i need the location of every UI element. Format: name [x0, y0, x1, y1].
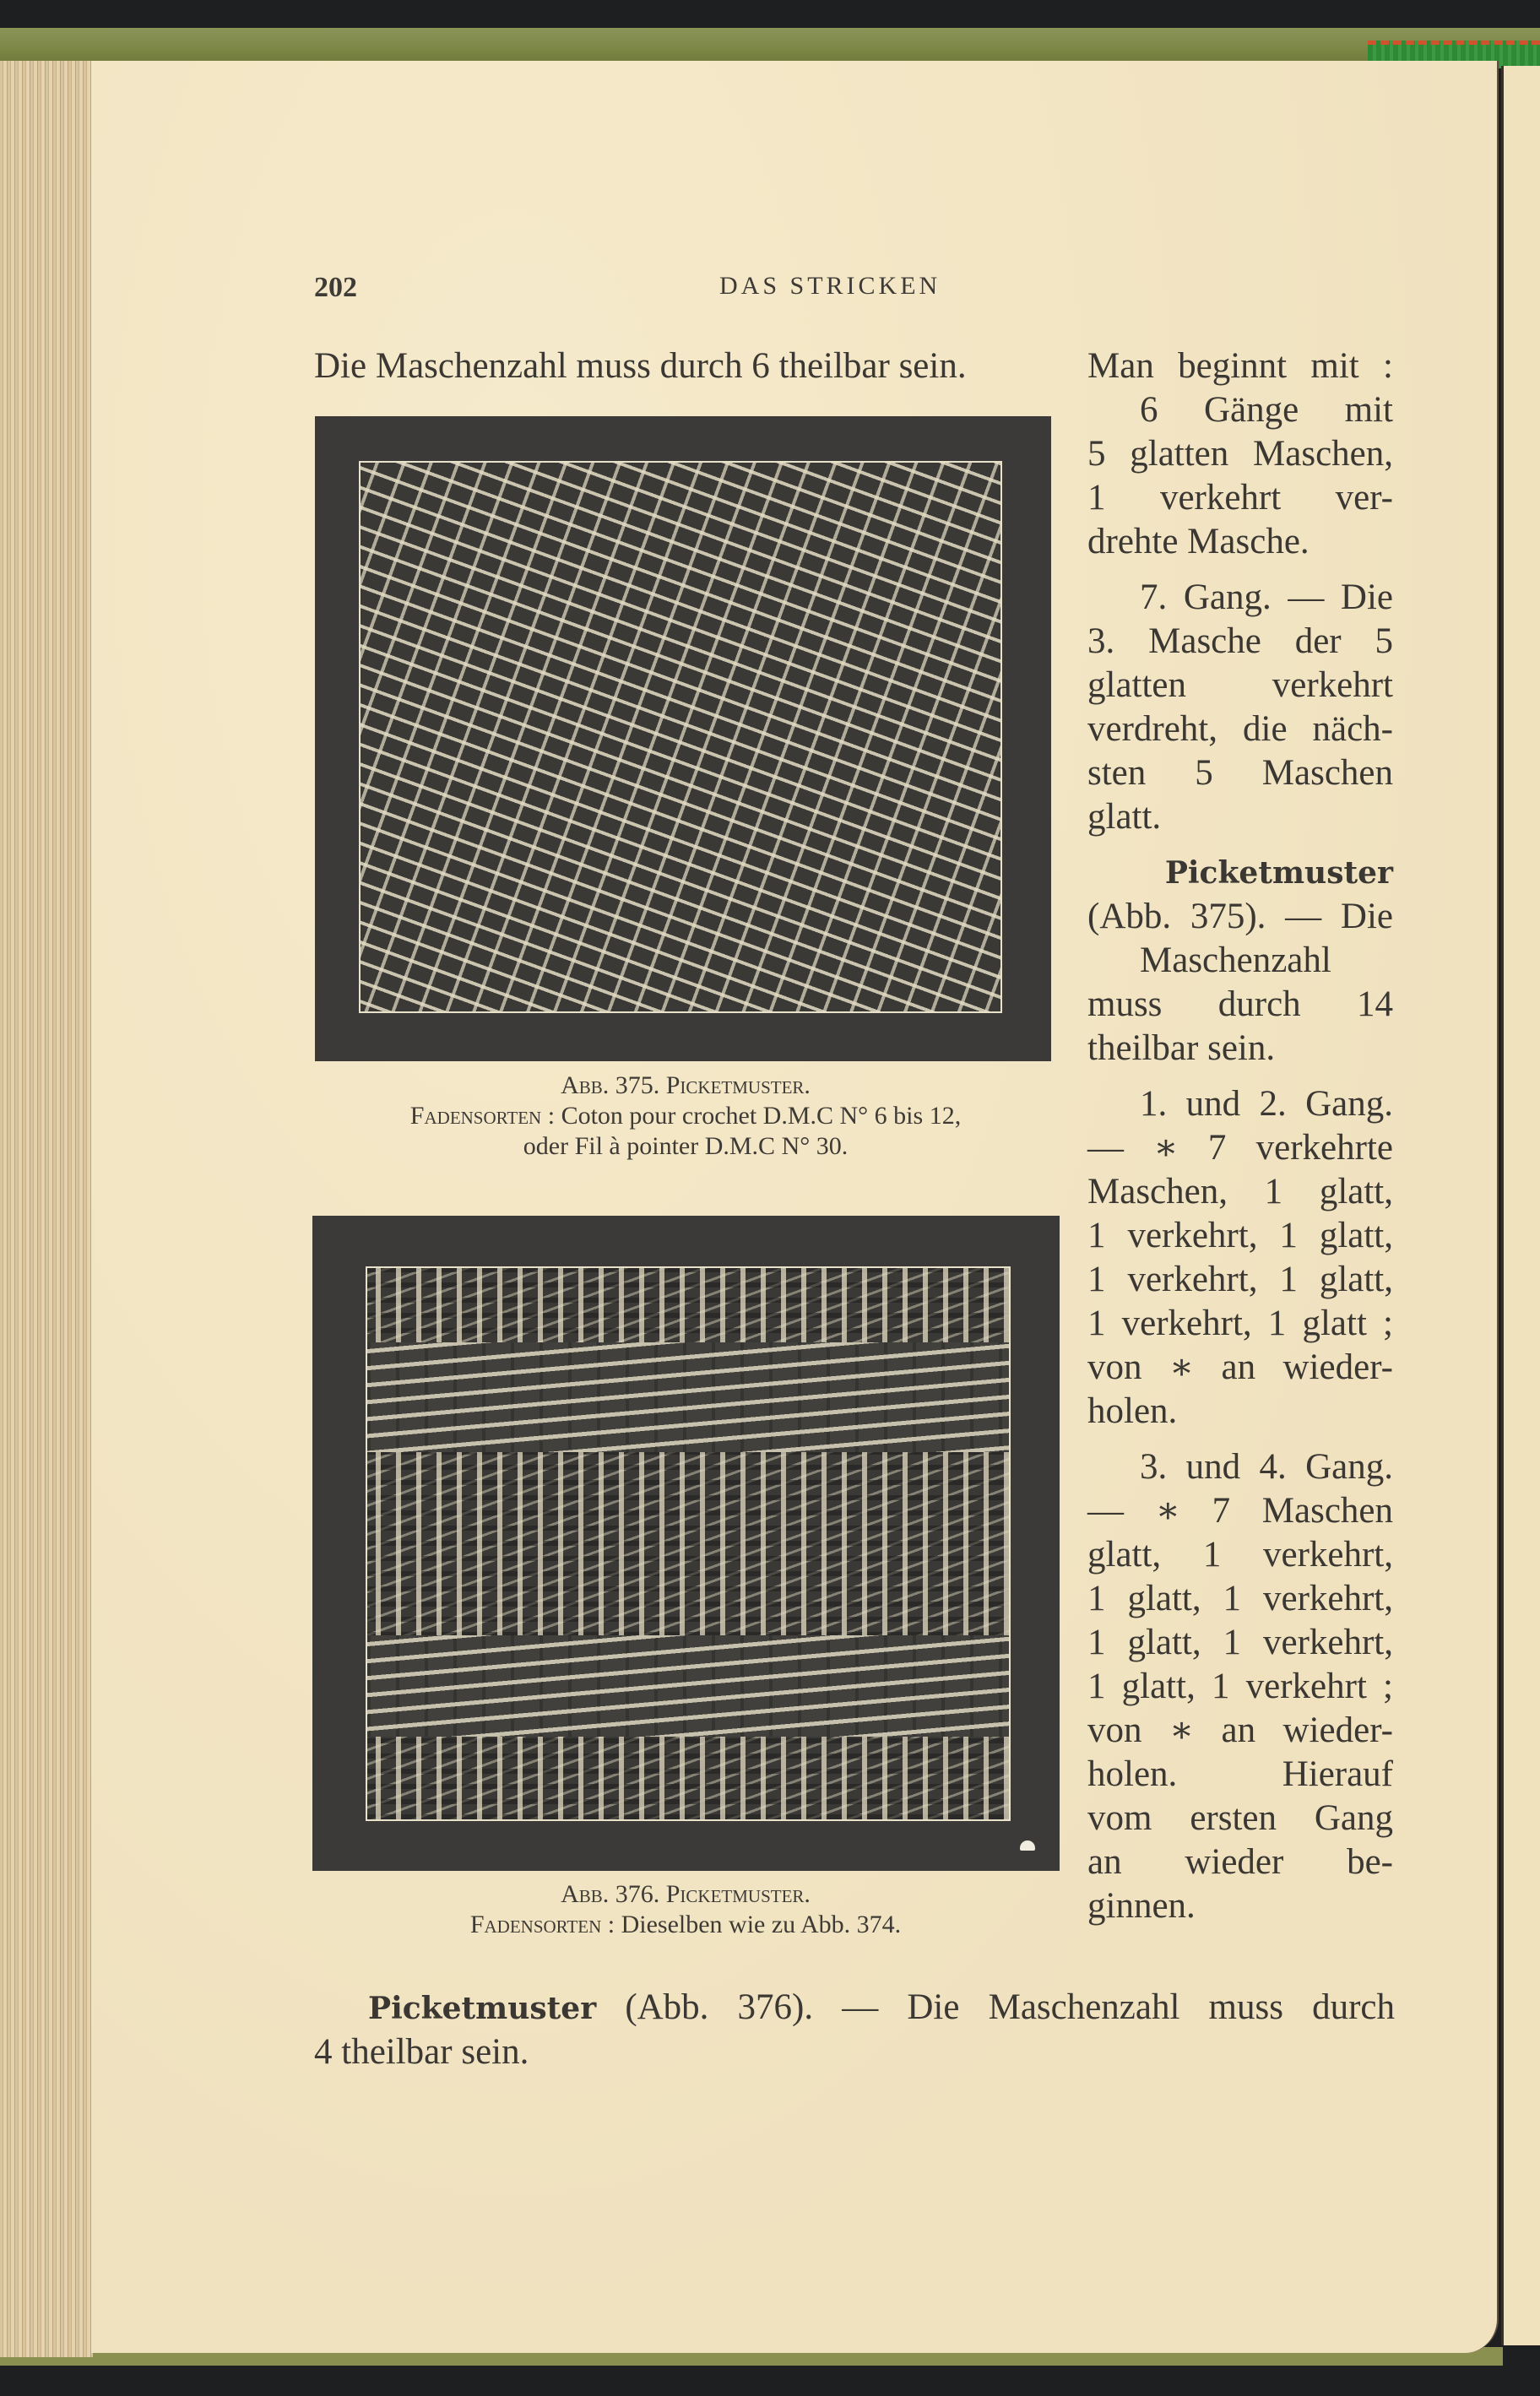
- text-line: sten 5 Maschen: [1087, 753, 1393, 793]
- text-line: drehte Masche.: [1087, 522, 1310, 561]
- print-speck: [1020, 1840, 1035, 1851]
- text-line: 7. Gang. — Die: [1140, 577, 1393, 617]
- text-line: 1 verkehrt, 1 glatt,: [1087, 1260, 1393, 1299]
- figure-375-title: Abb. 375. Picketmuster.: [561, 1071, 811, 1099]
- text-line: glatt.: [1087, 797, 1162, 837]
- section-heading: Picketmuster: [1164, 855, 1393, 891]
- figure-376-text-1: Dieselben wie zu Abb. 374.: [621, 1911, 902, 1938]
- facing-page-edge: [1501, 66, 1540, 2345]
- text-line: 3. und 4. Gang.: [1140, 1447, 1393, 1487]
- text-line: Man beginnt mit :: [1087, 346, 1393, 386]
- text-line: ginnen.: [1087, 1886, 1196, 1926]
- figure-376-plate: [312, 1216, 1060, 1871]
- text-line: vom ersten Gang: [1087, 1798, 1393, 1838]
- text-line: 1 verkehrt ver-: [1087, 478, 1393, 518]
- text-line: 1. und 2. Gang.: [1140, 1084, 1393, 1124]
- text-line: muss durch 14: [1087, 984, 1393, 1024]
- text-line: 1 glatt, 1 verkehrt ;: [1087, 1667, 1393, 1706]
- text-line: glatten verkehrt: [1087, 665, 1393, 705]
- text-line: 6 Gänge mit: [1140, 390, 1393, 430]
- figure-376-title: Abb. 376. Picketmuster.: [561, 1880, 811, 1908]
- right-column-text: [1087, 344, 1393, 1928]
- section-heading: Picketmuster: [368, 1991, 597, 2026]
- text-line: holen.: [1087, 1391, 1178, 1431]
- text-line: von ∗ an wieder-: [1087, 1710, 1393, 1750]
- text-line: Maschenzahl: [1140, 941, 1331, 980]
- text-line: 1 verkehrt, 1 glatt,: [1087, 1216, 1393, 1255]
- text-line: (Abb. 375). — Die: [1087, 897, 1393, 936]
- knit-band: [367, 1342, 1009, 1452]
- book-cover-top-edge: [0, 28, 1540, 63]
- knit-sample-375-image: [359, 461, 1002, 1013]
- text-line: (Abb. 376). — Die Maschenzahl muss durch: [625, 1987, 1395, 2027]
- figure-375-label: Fadensorten :: [409, 1102, 556, 1130]
- figure-375-plate: [315, 416, 1051, 1061]
- figure-376-caption: [314, 1879, 1057, 1940]
- text-line: von ∗ an wieder-: [1087, 1347, 1393, 1387]
- figure-375-text-2: oder Fil à pointer D.M.C N° 30.: [523, 1132, 849, 1160]
- text-line: holen. Hierauf: [1087, 1754, 1393, 1794]
- text-line: glatt, 1 verkehrt,: [1087, 1535, 1393, 1575]
- text-line: Maschen, 1 glatt,: [1087, 1172, 1393, 1212]
- text-line: 1 glatt, 1 verkehrt,: [1087, 1623, 1393, 1662]
- bottom-paragraph: [314, 1986, 1395, 2074]
- knit-sample-376-image: [366, 1266, 1011, 1821]
- page-stack-edges: [0, 61, 93, 2357]
- figure-376-label: Fadensorten :: [469, 1911, 615, 1938]
- text-line: verdreht, die näch-: [1087, 709, 1393, 749]
- figure-375-text-1: Coton pour crochet D.M.C N° 6 bis 12,: [561, 1102, 962, 1130]
- text-line: 3. Masche der 5: [1087, 621, 1393, 661]
- text-line: — ∗ 7 verkehrte: [1087, 1128, 1393, 1168]
- text-line: — ∗ 7 Maschen: [1087, 1491, 1393, 1531]
- running-title: DAS STRICKEN: [719, 272, 941, 300]
- page-number: 202: [314, 272, 357, 303]
- text-line: 1 verkehrt, 1 glatt ;: [1087, 1304, 1393, 1343]
- text-line: an wieder be-: [1087, 1842, 1393, 1882]
- text-line: theilbar sein.: [1087, 1028, 1276, 1068]
- text-line: 4 theilbar sein.: [314, 2032, 529, 2072]
- figure-375-caption: [314, 1071, 1057, 1162]
- text-line: 1 glatt, 1 verkehrt,: [1087, 1579, 1393, 1618]
- lead-line: Die Maschenzahl muss durch 6 theilbar sein.: [314, 346, 967, 386]
- knit-band: [367, 1635, 1009, 1737]
- text-line: 5 glatten Maschen,: [1087, 434, 1393, 474]
